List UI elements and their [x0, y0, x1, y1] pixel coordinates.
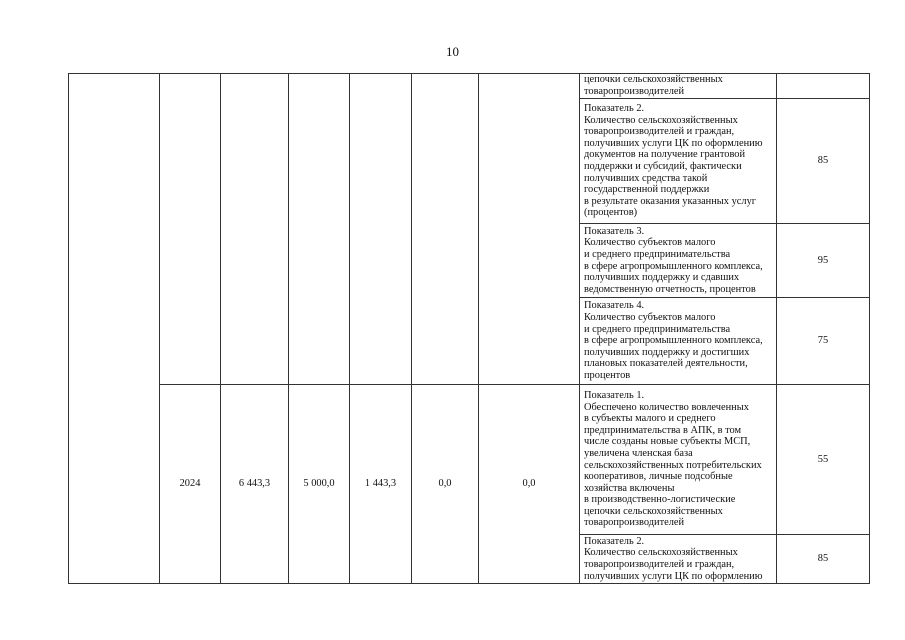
indicator-line: Обеспечено количество вовлеченных: [584, 401, 749, 413]
local-cell-empty: [412, 74, 479, 385]
indicator-line: документов на получение грантовой: [584, 149, 746, 161]
indicator-value: 75: [777, 298, 870, 385]
indicator-value: [777, 74, 870, 99]
indicator-line: государственной поддержки: [584, 184, 710, 196]
indicator-line: Показатель 1.: [584, 389, 645, 401]
indicator-line: кооперативов, личные подсобные: [584, 471, 733, 483]
indicator-line: процентов: [584, 369, 631, 381]
indicator-value: 95: [777, 224, 870, 298]
indicator-line: в результате оказания указанных услуг: [584, 195, 757, 207]
indicator-line: и среднего предпринимательства: [584, 248, 731, 260]
indicator-line: Количество субъектов малого: [584, 237, 716, 249]
extra-cell-empty: [479, 74, 580, 385]
indicator-cell: [580, 298, 777, 385]
indicator-cell: [580, 99, 777, 224]
regional-cell-empty: [350, 74, 412, 385]
indicator-line: ведомственную отчетность, процентов: [584, 283, 756, 295]
indicator-line: в сфере агропромышленного комплекса,: [584, 335, 763, 347]
extra-cell: 0,0: [479, 385, 580, 584]
indicator-line: получивших поддержку и сдавших: [584, 272, 740, 284]
indicator-line: (процентов): [584, 207, 638, 219]
indicator-cell: [580, 535, 777, 584]
indicator-value: 55: [777, 385, 870, 535]
indicator-line: увеличена членская база: [584, 447, 693, 459]
indicator-cell: [580, 385, 777, 535]
indicator-line: в производственно-логистические: [584, 494, 736, 506]
indicator-value: 85: [777, 535, 870, 584]
regional-cell: 1 443,3: [350, 385, 412, 584]
indicator-line: товаропроизводителей и граждан,: [584, 126, 735, 138]
federal-cell: 5 000,0: [289, 385, 350, 584]
page-number: 10: [446, 44, 459, 59]
table-row: [69, 74, 870, 99]
indicator-line: Количество сельскохозяйственных: [584, 114, 738, 126]
year-cell-empty: [160, 74, 221, 385]
indicator-line: Показатель 3.: [584, 225, 645, 237]
indicator-line: сельскохозяйственных потребительских: [584, 459, 762, 471]
program-table: [68, 73, 870, 584]
indicator-line: Показатель 4.: [584, 300, 645, 312]
year-cell: 2024: [160, 385, 221, 584]
total-cell: 6 443,3: [221, 385, 289, 584]
indicator-line: цепочки сельскохозяйственных: [584, 74, 723, 86]
table-body: [69, 74, 870, 584]
indicator-line: получивших услуги ЦК по оформлению: [584, 137, 763, 149]
local-cell: 0,0: [412, 385, 479, 584]
indicator-line: товаропроизводителей: [584, 86, 685, 97]
table-row: [69, 385, 870, 535]
indicator-line: Показатель 2.: [584, 103, 645, 115]
indicator-cell: [580, 74, 777, 99]
indicator-line: и среднего предпринимательства: [584, 323, 731, 335]
indicator-cell: [580, 224, 777, 298]
indicator-line: товаропроизводителей: [584, 517, 685, 529]
indicator-value: 85: [777, 99, 870, 224]
indicator-line: получивших поддержку и достигших: [584, 346, 750, 358]
total-cell-empty: [221, 74, 289, 385]
indicator-line: в субъекты малого и среднего: [584, 413, 716, 425]
indicator-line: хозяйства включены: [584, 482, 675, 494]
indicator-line: поддержки и субсидий, фактически: [584, 161, 742, 172]
indicator-line: получивших услуги ЦК по оформлению: [584, 570, 763, 582]
indicator-line: в сфере агропромышленного комплекса,: [584, 260, 763, 272]
indicator-line: Показатель 2.: [584, 535, 645, 547]
federal-cell-empty: [289, 74, 350, 385]
indicator-line: Количество субъектов малого: [584, 312, 716, 324]
indicator-line: получивших средства такой: [584, 172, 708, 184]
indicator-line: плановых показателей деятельности,: [584, 358, 748, 370]
program-name-cell: [69, 74, 160, 584]
indicator-line: товаропроизводителей и граждан,: [584, 559, 735, 570]
indicator-line: Количество сельскохозяйственных: [584, 547, 738, 559]
indicator-line: числе созданы новые субъекты МСП,: [584, 436, 751, 448]
indicator-line: предпринимательства в АПК, в том: [584, 424, 742, 436]
indicator-line: цепочки сельскохозяйственных: [584, 505, 723, 517]
